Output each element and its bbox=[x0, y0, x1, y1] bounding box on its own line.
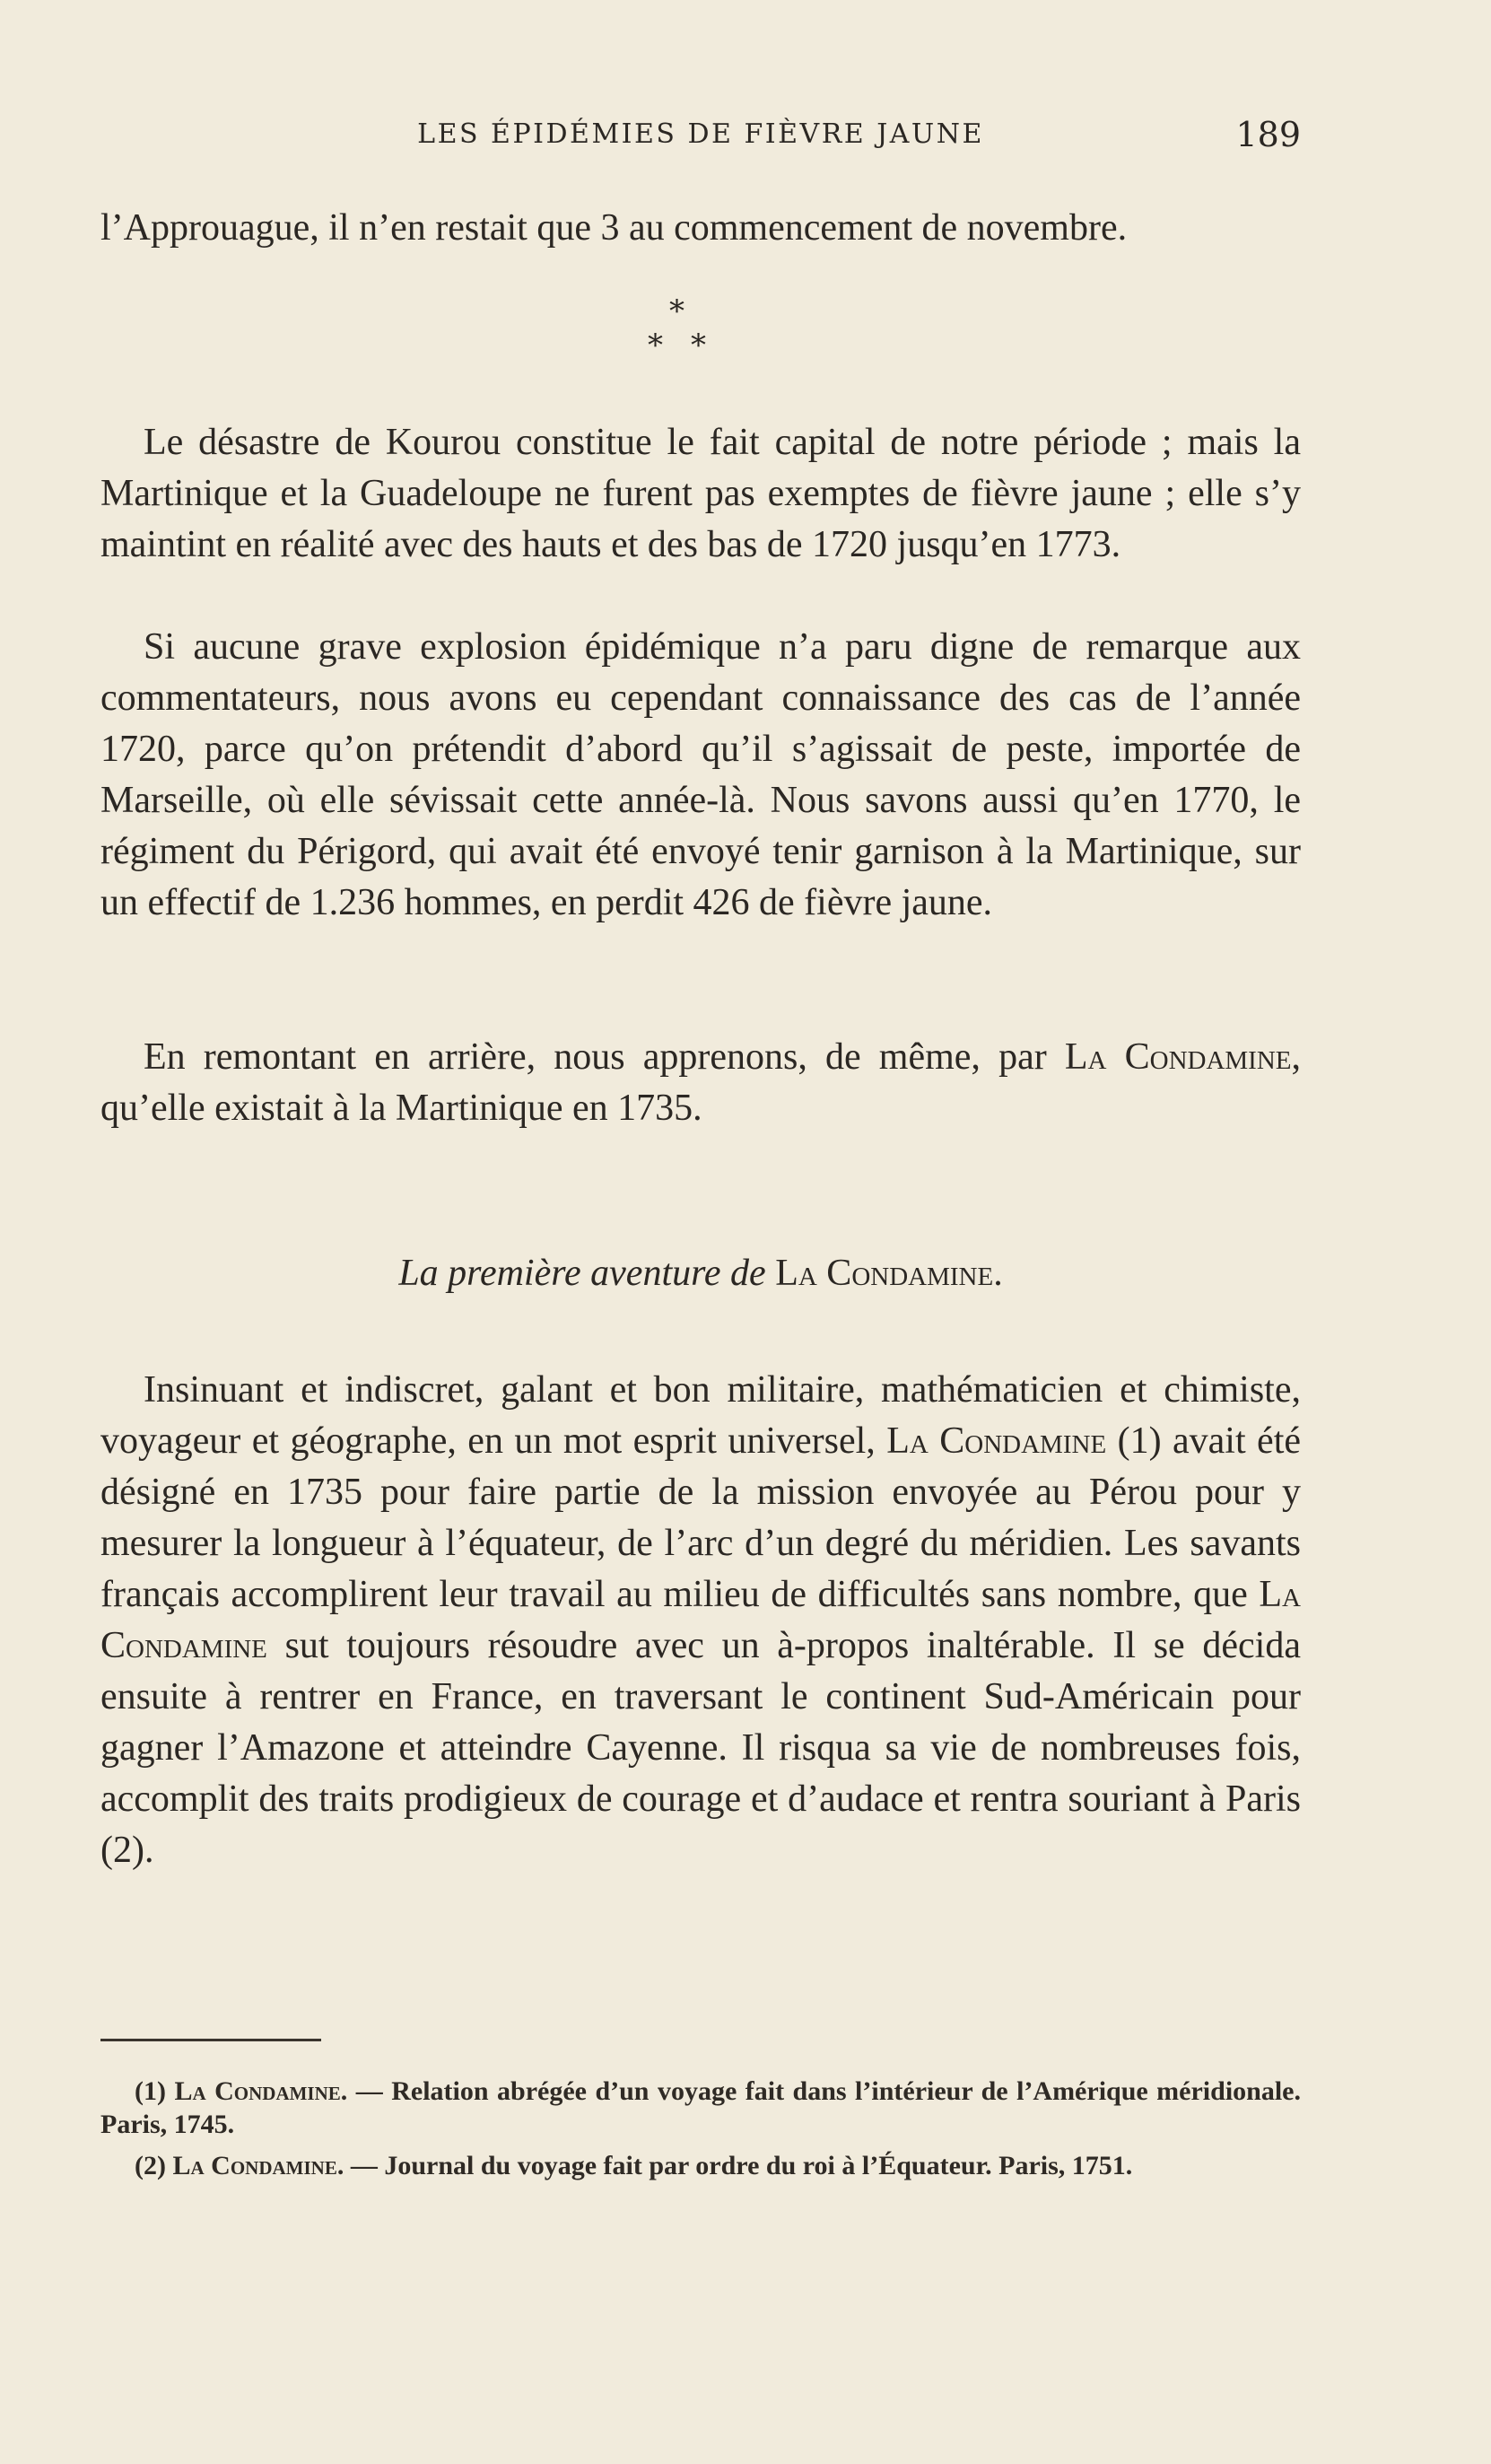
footnote-text: . — Journal du voyage fait par ordre du roi à l’Équateur. Paris, 1751. bbox=[336, 2151, 1133, 2180]
paragraph-la-condamine bbox=[100, 1365, 1301, 1876]
footnote-text: . — Relation abrégée d’un voyage fait dans l’intérieur de l’Amérique méridionale. Paris, 1745. bbox=[100, 2076, 1301, 2139]
footnote-author: La Condamine bbox=[174, 2076, 341, 2106]
section-heading bbox=[100, 1252, 1301, 1295]
page-number: 189 bbox=[1235, 115, 1301, 154]
section-heading-author: La Condamine bbox=[775, 1253, 994, 1294]
running-title: LES ÉPIDÉMIES DE FIÈVRE JAUNE bbox=[417, 118, 984, 150]
author-name: La Condamine bbox=[886, 1420, 1107, 1462]
footnote-2 bbox=[100, 2149, 1301, 2182]
footnote-marker: (2) bbox=[135, 2151, 173, 2180]
section-heading-italic: La première aventure de bbox=[398, 1253, 776, 1294]
asterism-separator bbox=[628, 293, 736, 377]
paragraph-continuation: l’Approuague, il n’en restait que 3 au commencement de novembre. bbox=[100, 207, 1128, 249]
footnote-1 bbox=[100, 2075, 1301, 2141]
author-name: La Condamine bbox=[1064, 1036, 1292, 1078]
paragraph-epidemic-1720: Si aucune grave explosion épidémique n’a paru digne de remarque aux commentateurs, nous avons eu cependant connaissance des cas de l’année 1720, parce qu’on prétendit d’abord qu’il s’agissait de peste, importée de Marseille, où elle sévissait cette année-là. Nous savons aussi qu’en 1770, le régiment du Périgord, qui avait été envoyé tenir garnison à la Martinique, sur un effectif de 1.236 hommes, en perdit 426 de fièvre jaune. bbox=[100, 626, 1301, 923]
paragraph-kourou: Le désastre de Kourou constitue le fait capital de notre période ; mais la Martinique et la Guadeloupe ne furent pas exemptes de fièvre jaune ; elle s’y maintint en réalité avec des hauts et des bas de 1720 jusqu’en 1773. bbox=[100, 422, 1301, 565]
paragraph-text: sut toujours résoudre avec un à-propos inaltérable. Il se décida ensuite à rentrer en France, en traversant le continent Sud-Américain pour gagner l’Amazone et atteindre Cayenne. Il risqua sa vie de nombreuses fois, accomplit des traits prodigieux de courage et d’audace et rentra souriant à Paris (2). bbox=[100, 1625, 1301, 1871]
asterism-star: * bbox=[691, 328, 706, 363]
footnote-rule bbox=[100, 2039, 321, 2041]
footnote-author: La Condamine bbox=[172, 2151, 337, 2180]
paragraph-text: Insinuant et indiscret, galant et bon militaire, mathématicien et chimiste, voyageur et géographe, en un mot esprit universel, bbox=[100, 1369, 1301, 1462]
asterism-star: * bbox=[669, 293, 684, 329]
section-heading-end: . bbox=[993, 1253, 1003, 1294]
asterism-star: * bbox=[648, 328, 663, 363]
footnote-marker: (1) bbox=[135, 2076, 175, 2106]
paragraph-text: , qu’elle existait à la Martinique en 1735. bbox=[100, 1036, 1301, 1129]
page-header bbox=[100, 115, 1301, 160]
paragraph-text: (1) avait été désigné en 1735 pour faire partie de la mission envoyée au Pérou pour y mesurer la longueur à l’équateur, de l’arc d’un degré du méridien. Les savants français accomplirent leur travail au milieu de difficultés sans nombre, que bbox=[100, 1420, 1302, 1615]
paragraph-martinique-1735 bbox=[100, 1032, 1301, 1134]
author-name: La Condamine bbox=[100, 1574, 1301, 1666]
paragraph-text: En remontant en arrière, nous apprenons, de même, par bbox=[144, 1036, 1065, 1078]
